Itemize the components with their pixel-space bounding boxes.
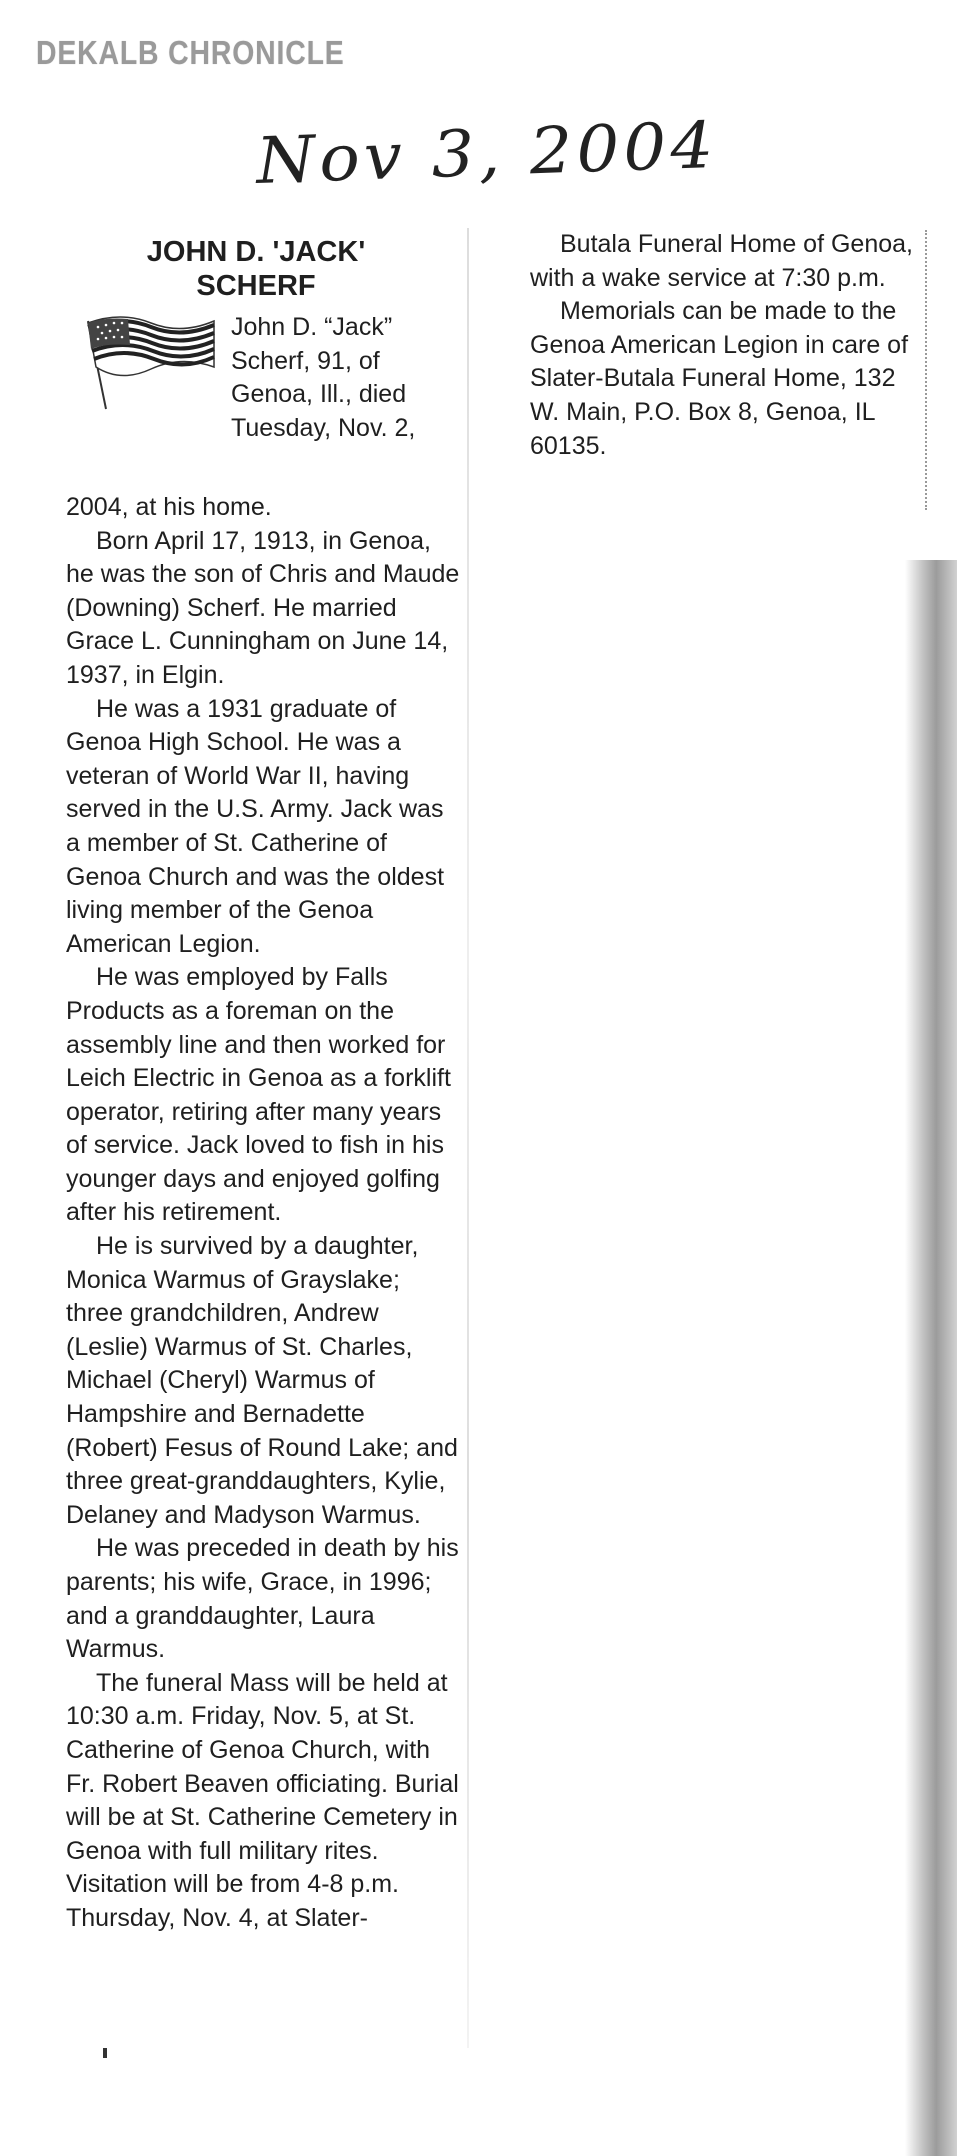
handwritten-date: Nov 3, 2004 (255, 108, 719, 199)
lead-line-1: John D. “Jack” (231, 313, 393, 341)
lead-line-5: 2004, at his home. (66, 493, 272, 521)
column-rule (467, 228, 469, 2048)
lead-line-4: Tuesday, Nov. 2, (231, 413, 416, 442)
masthead: DEKALB CHRONICLE (36, 34, 345, 71)
paragraph-employment: He was employed by Falls Products as a foreman on the assembly line and then worked for Leich Electric in Genoa as a forklift operator, retiring after many years of service. Jack loved to fish in his younger days and enjoyed golfing after his retirement. (66, 963, 451, 1227)
right-box-edge (925, 230, 935, 510)
paragraph-memorials: Memorials can be made to the Genoa American Legion in care of Slater-Butala Funeral Home, 132 W. Main, P.O. Box 8, Genoa, IL 60135. (530, 297, 909, 460)
lead-line-2: Scherf, 91, of (231, 346, 380, 375)
paragraph-preceded: He was preceded in death by his parents; his wife, Grace, in 1996; and a granddaughter, Laura Warmus. (66, 1534, 459, 1664)
obituary-headline (66, 235, 436, 303)
obituary-right-column (530, 228, 920, 463)
paragraph-birth: Born April 17, 1913, in Genoa, he was the son of Chris and Maude (Downing) Scherf. He married Grace L. Cunningham on June 14, 1937, in Elgin. (66, 526, 460, 689)
headline-line-1: JOHN D. 'JACK' (146, 236, 366, 268)
paragraph-funeral-home: Butala Funeral Home of Genoa, with a wake service at 7:30 p.m. (530, 230, 913, 292)
bottom-mark (103, 2048, 107, 2058)
obituary-left-column (66, 235, 461, 1936)
paragraph-funeral: The funeral Mass will be held at 10:30 a.m. Friday, Nov. 5, at St. Catherine of Genoa Church, with Fr. Robert Beaven officiating. Burial will be at St. Catherine Cemetery in Genoa with full military rites. Visitation will be from 4-8 p.m. Thursday, Nov. 4, at Slater- (66, 1668, 459, 1932)
scan-edge-shadow (905, 560, 957, 2156)
american-flag-icon (66, 311, 231, 491)
lead-line-3: Genoa, Ill., died (231, 380, 407, 409)
paragraph-education-service: He was a 1931 graduate of Genoa High School. He was a veteran of World War II, having served in the U.S. Army. Jack was a member of St. Catherine of Genoa Church and was the oldest living member of the Genoa American Legion. (66, 694, 445, 958)
paragraph-survivors: He is survived by a daughter, Monica Warmus of Grayslake; three grandchildren, Andrew (Leslie) Warmus of St. Charles, Michael (Cheryl) Warmus of Hampshire and Bernadette (Robert) Fesus of Round Lake; and three great-granddaughters, Kylie, Delaney and Madyson Warmus. (66, 1232, 458, 1529)
headline-line-2: SCHERF (196, 270, 316, 302)
